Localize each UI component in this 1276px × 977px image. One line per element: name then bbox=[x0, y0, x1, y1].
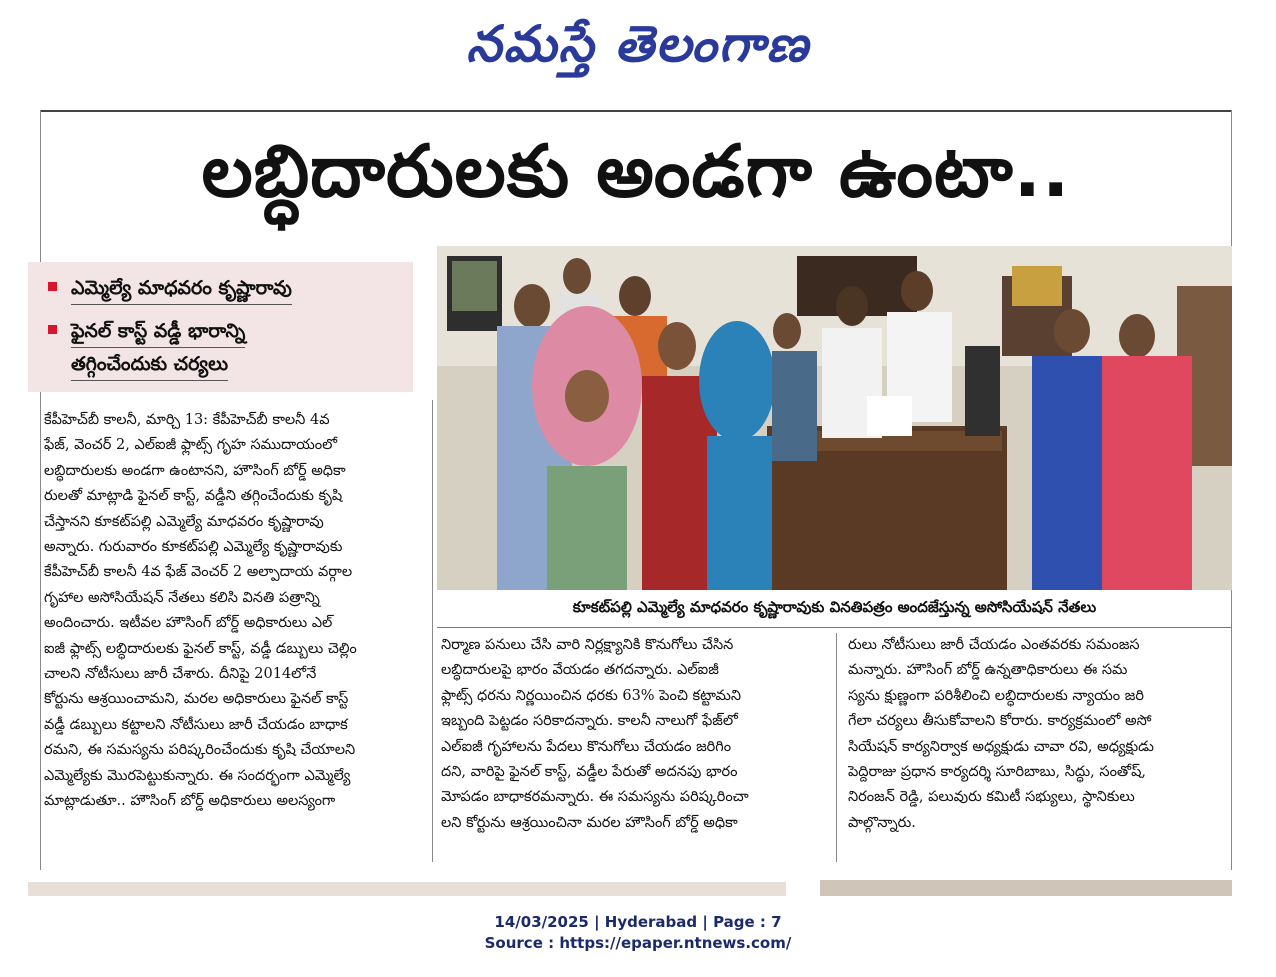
article-line: గృహాల అసోసియేషన్ నేతలు కలిసి వినతి పత్రాన్ని bbox=[44, 589, 320, 606]
article-line: అందించారు. ఇటీవల హౌసింగ్ బోర్డ్ అధికారులు ఎల్ bbox=[44, 615, 333, 632]
article-line: సియేషన్ కార్యనిర్వాక అధ్యక్షుడు చావా రవి, అధ్యక్షుడు bbox=[848, 738, 1154, 755]
column-rule bbox=[836, 633, 837, 862]
highlights-box bbox=[28, 262, 413, 392]
article-line: మాట్లాడుతూ.. హౌసింగ్ బోర్డ్ అధికారులు అలస్యంగా bbox=[44, 793, 336, 810]
next-article-strip bbox=[28, 882, 786, 896]
article-line: వడ్డీ డబ్బులు కట్టాలని నోటీసులు జారీ చేయడం బాధాక bbox=[44, 716, 348, 733]
article-line: కోర్టును ఆశ్రయించామని, మరల అధికారులు ఫైనల్ కాస్ట్ bbox=[44, 691, 349, 708]
article-line: ఎమ్మెల్యేకు మొరపెట్టుకున్నారు. ఈ సందర్భంగా ఎమ్మెల్యే bbox=[44, 767, 351, 784]
news-photo-image bbox=[437, 246, 1232, 590]
header-divider bbox=[40, 110, 1232, 112]
article-line: చేస్తానని కూకట్‌పల్లి ఎమ్మెల్యే మాధవరం కృష్ణారావు bbox=[44, 513, 324, 530]
article-line: స్యను క్షుణ్ణంగా పరిశీలించి లబ్ధిదారులకు న్యాయం జరి bbox=[848, 687, 1144, 704]
article-column-2 bbox=[441, 633, 826, 863]
article-line: చాలని నోటీసులు జారీ చేశారు. దీనిపై 2014లోనే bbox=[44, 666, 317, 683]
article-line: ఫ్లాట్స్ ధరను నిర్ణయించిన ధరకు 63% పెంచి కట్టామని bbox=[441, 687, 742, 704]
highlight-text: ఫైనల్ కాస్ట్ వడ్డీ భారాన్ని bbox=[71, 315, 245, 348]
article-line: పాల్గొన్నారు. bbox=[848, 814, 916, 831]
bullet-square-icon bbox=[48, 325, 57, 334]
article-line: రమని, ఈ సమస్యను పరిష్కరించేందుకు కృషి చేయాలని bbox=[44, 742, 356, 759]
next-photo-strip bbox=[820, 880, 1232, 896]
article-line: నిర్మాణ పనులు చేసి వారి నిర్లక్ష్యానికి కొనుగోలు చేసిన bbox=[441, 637, 734, 653]
article-column-1 bbox=[44, 408, 414, 858]
footer-date-line: 14/03/2025 | Hyderabad | Page : 7 bbox=[494, 913, 782, 931]
news-photo bbox=[437, 246, 1232, 590]
article-line: లబ్ధిదారులకు అండగా ఉంటానని, హౌసింగ్ బోర్డ్ అధికా bbox=[44, 462, 346, 479]
article-line: లని కోర్టును ఆశ్రయించినా మరల హౌసింగ్ బోర్డ్ అధికా bbox=[441, 814, 738, 831]
article-line: మన్నారు. హౌసింగ్ బోర్డ్ ఉన్నతాధికారులు ఈ సమ bbox=[848, 662, 1128, 679]
article-line: రులతో మాట్లాడి ఫైనల్ కాస్ట్, వడ్డీని తగ్గించేందుకు కృషి bbox=[44, 488, 343, 505]
article-line: నిరంజన్ రెడ్డి, పలువురు కమిటీ సభ్యులు, స్థానికులు bbox=[848, 789, 1135, 806]
article-line: దని, వారిపై ఫైనల్ కాస్ట్, వడ్డీల పేరుతో అదనపు భారం bbox=[441, 764, 738, 781]
highlight-text: ఎమ్మెల్యే మాధవరం కృష్ణారావు bbox=[71, 272, 292, 305]
footer-source-line: Source : https://epaper.ntnews.com/ bbox=[484, 934, 792, 952]
article-line: రులు నోటీసులు జారీ చేయడం ఎంతవరకు సమంజస bbox=[848, 637, 1140, 653]
article-line: పెద్దిరాజు ప్రధాన కార్యదర్శి సూరిబాబు, సిద్ధు, సంతోష్, bbox=[848, 764, 1147, 781]
page-footer bbox=[0, 912, 1276, 954]
photo-caption: కూకట్‌పల్లి ఎమ్మెల్యే మాధవరం కృష్ణారావుకు వినతిపత్రం అందజేస్తున్న అసోసియేషన్ నేతలు bbox=[437, 590, 1232, 628]
article-line: మోపడం బాధాకరమన్నారు. ఈ సమస్యను పరిష్కరించా bbox=[441, 789, 749, 806]
headline: లబ్ధిదారులకు అండగా ఉంటా.. bbox=[201, 129, 1071, 213]
article-line: కేపీహెచ్‌బీ కాలనీ 4వ ఫేజ్ వెంచర్ 2 అల్పాదాయ వర్గాల bbox=[44, 564, 353, 581]
article-line: ఫేజ్, వెంచర్ 2, ఎల్‌ఐజీ ఫ్లాట్స్ గృహ సముదాయంలో bbox=[44, 437, 338, 454]
article-column-3 bbox=[848, 633, 1233, 863]
masthead bbox=[0, 0, 1276, 100]
article-line: కేపీహెచ్‌బీ కాలనీ, మార్చి 13: కేపీహెచ్‌బీ కాలనీ 4వ bbox=[44, 412, 330, 428]
column-rule bbox=[432, 400, 433, 862]
article-line: అన్నారు. గురువారం కూకట్‌పల్లి ఎమ్మెల్యే కృష్ణారావుకు bbox=[44, 539, 343, 556]
article-line: గేలా చర్యలు తీసుకోవాలని కోరారు. కార్యక్రమంలో అసో bbox=[848, 713, 1152, 730]
article-line: ఇబ్బంది పెట్టడం సరికాదన్నారు. కాలనీ నాలుగో ఫేజ్‌లో bbox=[441, 713, 738, 730]
highlight-text: తగ్గించేందుకు చర్యలు bbox=[71, 348, 228, 381]
highlight-item bbox=[42, 315, 403, 381]
masthead-title: నమస్తే తెలంగాణ bbox=[466, 14, 810, 73]
article-line: లబ్ధిదారులపై భారం వేయడం తగదన్నారు. ఎల్‌ఐజీ bbox=[441, 662, 719, 679]
article-line: ఐజీ ఫ్లాట్స్ లబ్ధిదారులకు ఫైనల్ కాస్ట్, వడ్డీ డబ్బులు చెల్లిం bbox=[44, 640, 357, 657]
bullet-square-icon bbox=[48, 282, 57, 291]
article-line: ఎల్‌ఐజీ గృహాలను పేదలు కొనుగోలు చేయడం జరిగిం bbox=[441, 738, 732, 755]
highlight-item bbox=[42, 272, 403, 305]
